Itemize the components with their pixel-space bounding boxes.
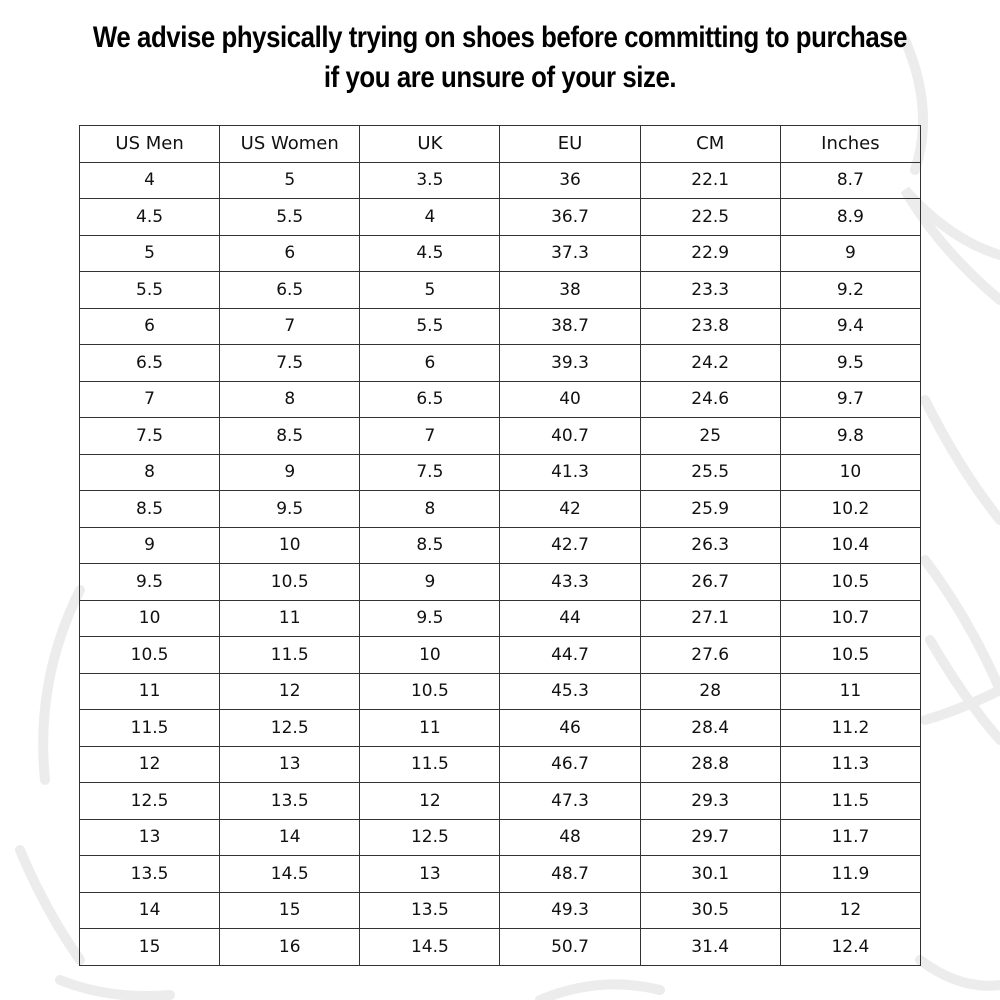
cell-us-women: 6 <box>220 235 360 272</box>
table-row <box>80 491 921 528</box>
header-cm: CM <box>640 126 780 163</box>
cell-cm: 29.3 <box>640 783 780 820</box>
cell-uk: 9 <box>360 564 500 601</box>
cell-us-women: 12.5 <box>220 710 360 747</box>
cell-us-women: 10.5 <box>220 564 360 601</box>
cell-cm: 26.7 <box>640 564 780 601</box>
cell-uk: 13.5 <box>360 892 500 929</box>
cell-eu: 41.3 <box>500 454 640 491</box>
cell-inches: 10.5 <box>780 564 920 601</box>
cell-uk: 5 <box>360 272 500 309</box>
cell-inches: 9.2 <box>780 272 920 309</box>
cell-cm: 25.9 <box>640 491 780 528</box>
cell-eu: 44.7 <box>500 637 640 674</box>
table-row <box>80 929 921 966</box>
cell-eu: 50.7 <box>500 929 640 966</box>
cell-inches: 9.7 <box>780 381 920 418</box>
cell-inches: 11.9 <box>780 856 920 893</box>
cell-uk: 14.5 <box>360 929 500 966</box>
cell-cm: 31.4 <box>640 929 780 966</box>
cell-inches: 9.5 <box>780 345 920 382</box>
cell-us-men: 4.5 <box>80 199 220 236</box>
header-us-women: US Women <box>220 126 360 163</box>
cell-inches: 9 <box>780 235 920 272</box>
cell-cm: 25.5 <box>640 454 780 491</box>
cell-us-women: 13.5 <box>220 783 360 820</box>
table-body <box>80 162 921 965</box>
cell-inches: 11.5 <box>780 783 920 820</box>
cell-inches: 9.4 <box>780 308 920 345</box>
cell-us-women: 15 <box>220 892 360 929</box>
table-row <box>80 856 921 893</box>
cell-us-women: 11.5 <box>220 637 360 674</box>
cell-inches: 11 <box>780 673 920 710</box>
cell-cm: 30.1 <box>640 856 780 893</box>
cell-us-men: 6 <box>80 308 220 345</box>
cell-cm: 22.9 <box>640 235 780 272</box>
cell-us-men: 11 <box>80 673 220 710</box>
table-row <box>80 454 921 491</box>
cell-inches: 10 <box>780 454 920 491</box>
header-eu: EU <box>500 126 640 163</box>
cell-eu: 48.7 <box>500 856 640 893</box>
cell-us-men: 11.5 <box>80 710 220 747</box>
cell-cm: 23.8 <box>640 308 780 345</box>
cell-eu: 36.7 <box>500 199 640 236</box>
cell-inches: 11.3 <box>780 746 920 783</box>
cell-us-women: 10 <box>220 527 360 564</box>
table-row <box>80 308 921 345</box>
table-row <box>80 710 921 747</box>
cell-uk: 12.5 <box>360 819 500 856</box>
cell-cm: 27.1 <box>640 600 780 637</box>
cell-us-men: 9.5 <box>80 564 220 601</box>
cell-uk: 11.5 <box>360 746 500 783</box>
cell-cm: 28.8 <box>640 746 780 783</box>
cell-cm: 26.3 <box>640 527 780 564</box>
cell-us-men: 6.5 <box>80 345 220 382</box>
cell-inches: 12.4 <box>780 929 920 966</box>
cell-us-men: 10 <box>80 600 220 637</box>
cell-us-men: 7 <box>80 381 220 418</box>
cell-uk: 10.5 <box>360 673 500 710</box>
header-uk: UK <box>360 126 500 163</box>
cell-eu: 45.3 <box>500 673 640 710</box>
cell-inches: 8.7 <box>780 162 920 199</box>
cell-cm: 24.6 <box>640 381 780 418</box>
cell-eu: 36 <box>500 162 640 199</box>
cell-us-women: 14.5 <box>220 856 360 893</box>
cell-uk: 6 <box>360 345 500 382</box>
cell-inches: 10.2 <box>780 491 920 528</box>
cell-inches: 10.5 <box>780 637 920 674</box>
cell-us-women: 9 <box>220 454 360 491</box>
cell-us-men: 10.5 <box>80 637 220 674</box>
cell-cm: 28.4 <box>640 710 780 747</box>
cell-us-women: 7.5 <box>220 345 360 382</box>
cell-inches: 9.8 <box>780 418 920 455</box>
table-row <box>80 199 921 236</box>
header-us-men: US Men <box>80 126 220 163</box>
cell-cm: 22.1 <box>640 162 780 199</box>
cell-us-women: 8.5 <box>220 418 360 455</box>
table-row <box>80 783 921 820</box>
cell-inches: 12 <box>780 892 920 929</box>
cell-eu: 42 <box>500 491 640 528</box>
table-row <box>80 162 921 199</box>
cell-eu: 42.7 <box>500 527 640 564</box>
cell-us-women: 5.5 <box>220 199 360 236</box>
headline-line-2: if you are unsure of your size. <box>323 61 677 94</box>
table-row <box>80 527 921 564</box>
cell-us-men: 5.5 <box>80 272 220 309</box>
cell-uk: 9.5 <box>360 600 500 637</box>
cell-cm: 28 <box>640 673 780 710</box>
cell-us-men: 8.5 <box>80 491 220 528</box>
cell-us-men: 13 <box>80 819 220 856</box>
cell-eu: 40.7 <box>500 418 640 455</box>
cell-us-men: 9 <box>80 527 220 564</box>
cell-uk: 7.5 <box>360 454 500 491</box>
table-row <box>80 673 921 710</box>
cell-eu: 38 <box>500 272 640 309</box>
cell-eu: 39.3 <box>500 345 640 382</box>
cell-inches: 10.7 <box>780 600 920 637</box>
cell-us-women: 6.5 <box>220 272 360 309</box>
cell-uk: 13 <box>360 856 500 893</box>
cell-us-women: 16 <box>220 929 360 966</box>
cell-us-women: 11 <box>220 600 360 637</box>
table-row <box>80 418 921 455</box>
cell-us-women: 14 <box>220 819 360 856</box>
cell-us-men: 12.5 <box>80 783 220 820</box>
table-header-row <box>80 126 921 163</box>
cell-us-men: 5 <box>80 235 220 272</box>
cell-uk: 8 <box>360 491 500 528</box>
table-row <box>80 637 921 674</box>
cell-us-women: 12 <box>220 673 360 710</box>
table-row <box>80 272 921 309</box>
table-row <box>80 892 921 929</box>
table-row <box>80 600 921 637</box>
cell-us-men: 4 <box>80 162 220 199</box>
cell-uk: 4.5 <box>360 235 500 272</box>
table-row <box>80 746 921 783</box>
cell-uk: 12 <box>360 783 500 820</box>
cell-cm: 25 <box>640 418 780 455</box>
cell-inches: 11.2 <box>780 710 920 747</box>
cell-uk: 5.5 <box>360 308 500 345</box>
cell-us-men: 7.5 <box>80 418 220 455</box>
cell-inches: 10.4 <box>780 527 920 564</box>
cell-inches: 11.7 <box>780 819 920 856</box>
cell-cm: 23.3 <box>640 272 780 309</box>
cell-us-men: 8 <box>80 454 220 491</box>
cell-uk: 7 <box>360 418 500 455</box>
headline-line-1: We advise physically trying on shoes before committing to purchase <box>92 21 908 54</box>
cell-us-men: 14 <box>80 892 220 929</box>
shoe-size-table <box>79 125 921 966</box>
cell-uk: 8.5 <box>360 527 500 564</box>
cell-uk: 4 <box>360 199 500 236</box>
cell-eu: 38.7 <box>500 308 640 345</box>
cell-eu: 43.3 <box>500 564 640 601</box>
cell-cm: 27.6 <box>640 637 780 674</box>
cell-us-women: 9.5 <box>220 491 360 528</box>
cell-eu: 46.7 <box>500 746 640 783</box>
cell-us-men: 15 <box>80 929 220 966</box>
cell-eu: 47.3 <box>500 783 640 820</box>
cell-us-men: 13.5 <box>80 856 220 893</box>
cell-us-women: 5 <box>220 162 360 199</box>
cell-cm: 29.7 <box>640 819 780 856</box>
purchase-advice-headline <box>70 18 930 98</box>
cell-us-women: 13 <box>220 746 360 783</box>
cell-eu: 40 <box>500 381 640 418</box>
cell-eu: 49.3 <box>500 892 640 929</box>
cell-us-women: 8 <box>220 381 360 418</box>
table-row <box>80 235 921 272</box>
cell-us-men: 12 <box>80 746 220 783</box>
cell-eu: 46 <box>500 710 640 747</box>
cell-uk: 11 <box>360 710 500 747</box>
table-row <box>80 381 921 418</box>
table-row <box>80 564 921 601</box>
cell-cm: 24.2 <box>640 345 780 382</box>
cell-cm: 30.5 <box>640 892 780 929</box>
table-row <box>80 345 921 382</box>
table-row <box>80 819 921 856</box>
cell-us-women: 7 <box>220 308 360 345</box>
cell-uk: 6.5 <box>360 381 500 418</box>
cell-eu: 37.3 <box>500 235 640 272</box>
cell-eu: 44 <box>500 600 640 637</box>
header-inches: Inches <box>780 126 920 163</box>
cell-uk: 3.5 <box>360 162 500 199</box>
cell-uk: 10 <box>360 637 500 674</box>
cell-cm: 22.5 <box>640 199 780 236</box>
cell-inches: 8.9 <box>780 199 920 236</box>
cell-eu: 48 <box>500 819 640 856</box>
